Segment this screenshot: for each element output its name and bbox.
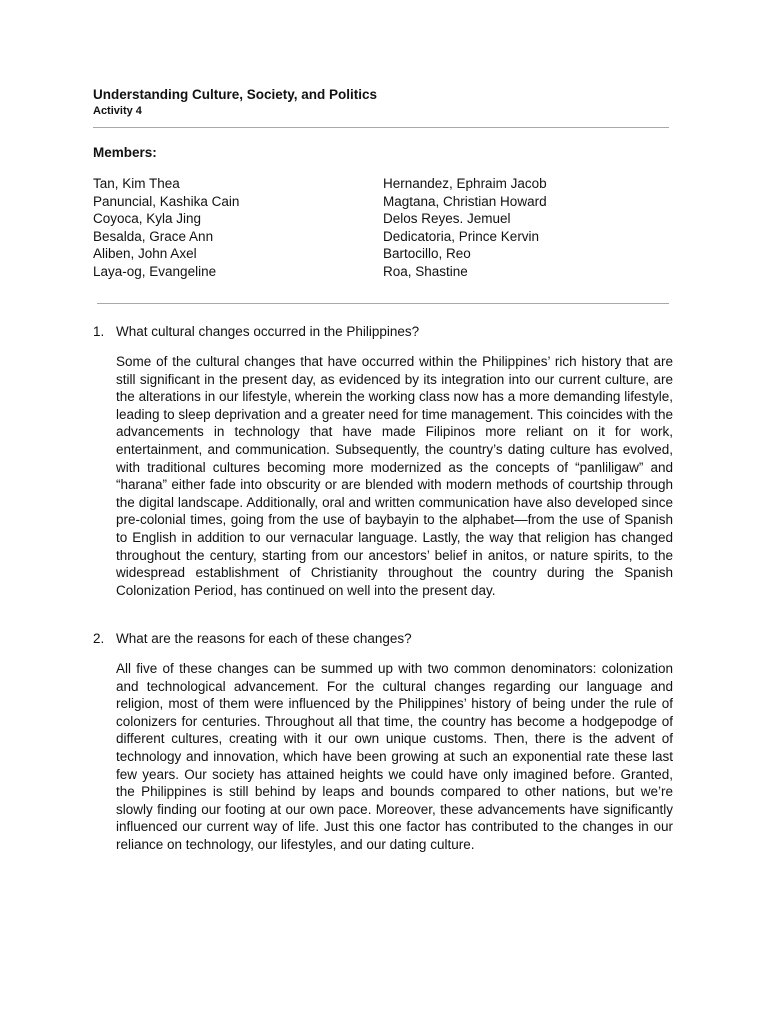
- member-name: Coyoca, Kyla Jing: [93, 211, 202, 227]
- member-name: Delos Reyes. Jemuel: [383, 211, 511, 227]
- member-name: Besalda, Grace Ann: [93, 228, 214, 244]
- member-name: Dedicatoria, Prince Kervin: [383, 228, 540, 244]
- member-name: Laya-og, Evangeline: [93, 263, 217, 279]
- members-divider: [97, 303, 669, 304]
- member-name: Aliben, John Axel: [93, 246, 197, 262]
- activity-label: Activity 4: [93, 105, 142, 117]
- member-name: Panuncial, Kashika Cain: [93, 193, 240, 209]
- members-list-left: [93, 175, 239, 281]
- member-name: Bartocillo, Reo: [383, 246, 471, 262]
- question-number: 2.: [93, 631, 105, 646]
- member-name: Tan, Kim Thea: [93, 176, 180, 191]
- member-name: Roa, Shastine: [383, 263, 468, 279]
- answer-2: All five of these changes can be summed up with two common denominators: colonization and technological advancement. For the cultural changes regarding our language and religion, most of them were influenced by the Philippines’ history of being under the rule of colonizers for centuries. Throughout all that time, the country has become a hodgepodge of different cultures, creating with it our own unique customs. Then, there is the advent of technology and innovation, which have been growing at such an exponential rate these last few years. Our society has attained heights we could have only imagined before. Granted, the Philippines is still behind by leaps and bounds compared to other nations, but we’re slowly finding our footing at our own pace. Moreover, these advancements have significantly influenced our current way of life. Just this one factor has contributed to the changes in our reliance on technology, our lifestyles, and our dating culture.: [116, 661, 673, 852]
- header-divider: [93, 127, 669, 128]
- member-name: Hernandez, Ephraim Jacob: [383, 176, 547, 191]
- document-title: Understanding Culture, Society, and Politics: [93, 87, 378, 102]
- members-heading: Members:: [93, 145, 157, 160]
- question-text: What cultural changes occurred in the Philippines?: [116, 324, 420, 339]
- answer-1: Some of the cultural changes that have occurred within the Philippines’ rich history that are still significant in the present day, as evidenced by its integration into our current culture, are the alterations in our lifestyle, wherein the working class now has a more demanding lifestyle, leading to sleep deprivation and a greater need for time management. This coincides with the advancements in technology that have made Filipinos more reliant on it for work, entertainment, and communication. Subsequently, the country’s dating culture has evolved, with traditional cultures becoming more modernized as the concepts of “panliligaw” and “harana” either fade into obscurity or are blended with modern methods of courtship through the digital landscape. Additionally, oral and written communication have also developed since pre-colonial times, going from the use of baybayin to the alphabet—from the use of Spanish to English in addition to our vernacular language. Lastly, the way that religion has changed throughout the century, starting from our ancestors’ belief in anitos, or nature spirits, to the widespread establishment of Christianity throughout the country during the Spanish Colonization Period, has continued on well into the present day.: [116, 354, 673, 598]
- question-number: 1.: [93, 324, 105, 339]
- members-list-right: [383, 175, 547, 281]
- member-name: Magtana, Christian Howard: [383, 193, 547, 209]
- question-text: What are the reasons for each of these changes?: [116, 631, 412, 646]
